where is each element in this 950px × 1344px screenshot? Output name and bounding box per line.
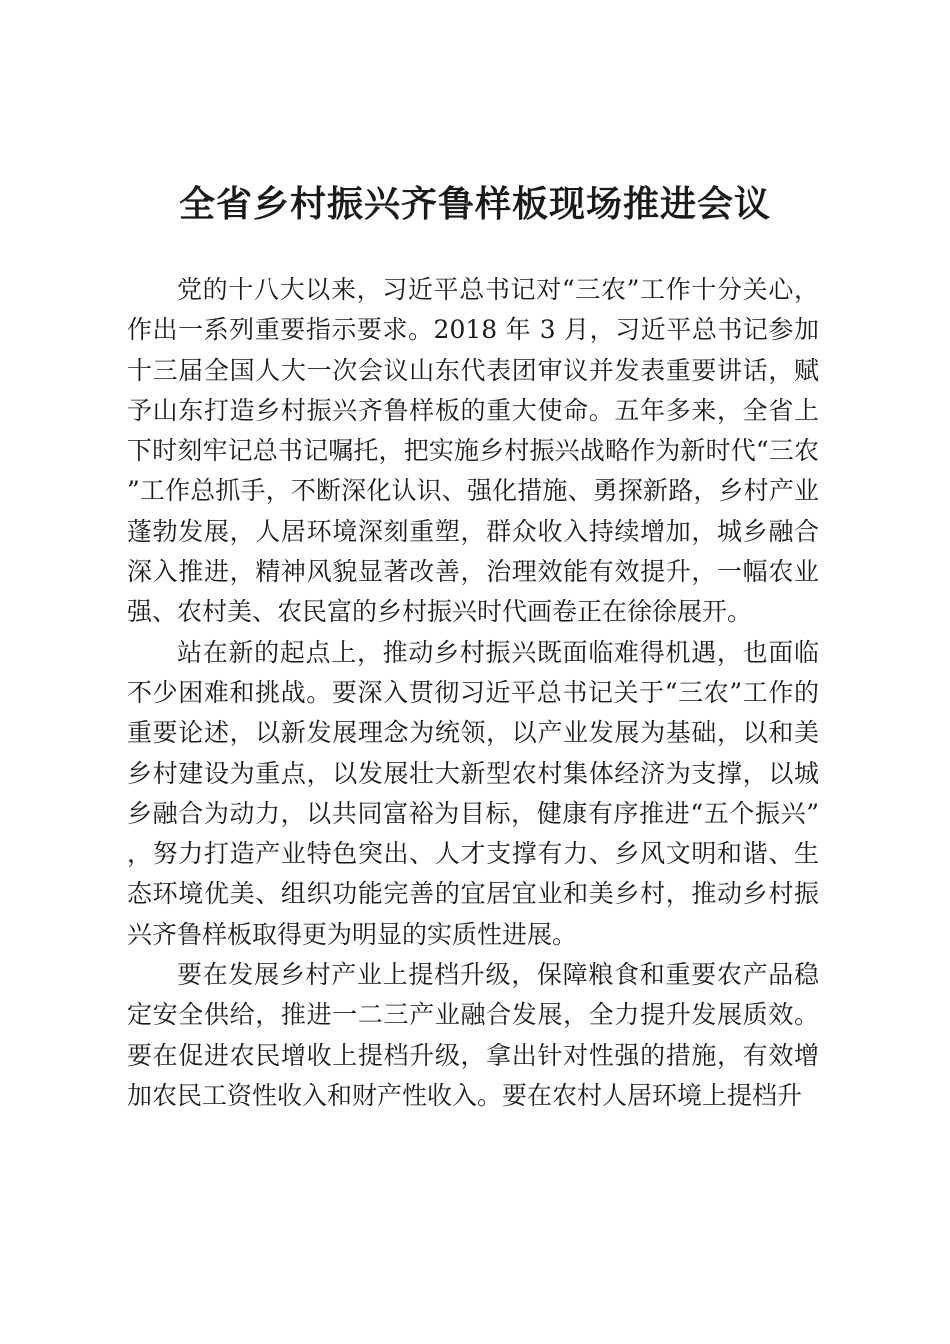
paragraph: 党的十八大以来，习近平总书记对“三农”工作十分关心，作出一系列重要指示要求。2018 年 3 月，习近平总书记参加十三届全国人大一次会议山东代表团审议并发表重要讲话，赋予山东打造乡村振兴齐鲁样板的重大使命。五年多来，全省上下时刻牢记总书记嘱托，把实施乡村振兴战略作为新时代“三农”工作总抓手，不断深化认识、强化措施、勇探新路，乡村产业蓬勃发展，人居环境深刻重塑，群众收入持续增加，城乡融合深入推进，精神风貌显著改善，治理效能有效提升，一幅农业强、农村美、农民富的乡村振兴时代画卷正在徐徐展开。 <box>127 275 819 627</box>
document-title: 全省乡村振兴齐鲁样板现场推进会议 <box>178 183 771 225</box>
document-body <box>127 270 819 1116</box>
paragraph: 站在新的起点上，推动乡村振兴既面临难得机遇，也面临不少困难和挑战。要深入贯彻习近平总书记关于“三农”工作的重要论述，以新发展理念为统领，以产业发展为基础，以和美乡村建设为重点，以发展壮大新型农村集体经济为支撑，以城乡融合为动力，以共同富裕为目标，健康有序推进“五个振兴”，努力打造产业特色突出、人才支撑有力、乡风文明和谐、生态环境优美、组织功能完善的宜居宜业和美乡村，推动乡村振兴齐鲁样板取得更为明显的实质性进展。 <box>127 637 819 949</box>
paragraph: 要在发展乡村产业上提档升级，保障粮食和重要农产品稳定安全供给，推进一二三产业融合发展，全力提升发展质效。要在促进农民增收上提档升级，拿出针对性强的措施，有效增加农民工资性收入和财产性收入。要在农村人居环境上提档升 <box>127 960 819 1110</box>
